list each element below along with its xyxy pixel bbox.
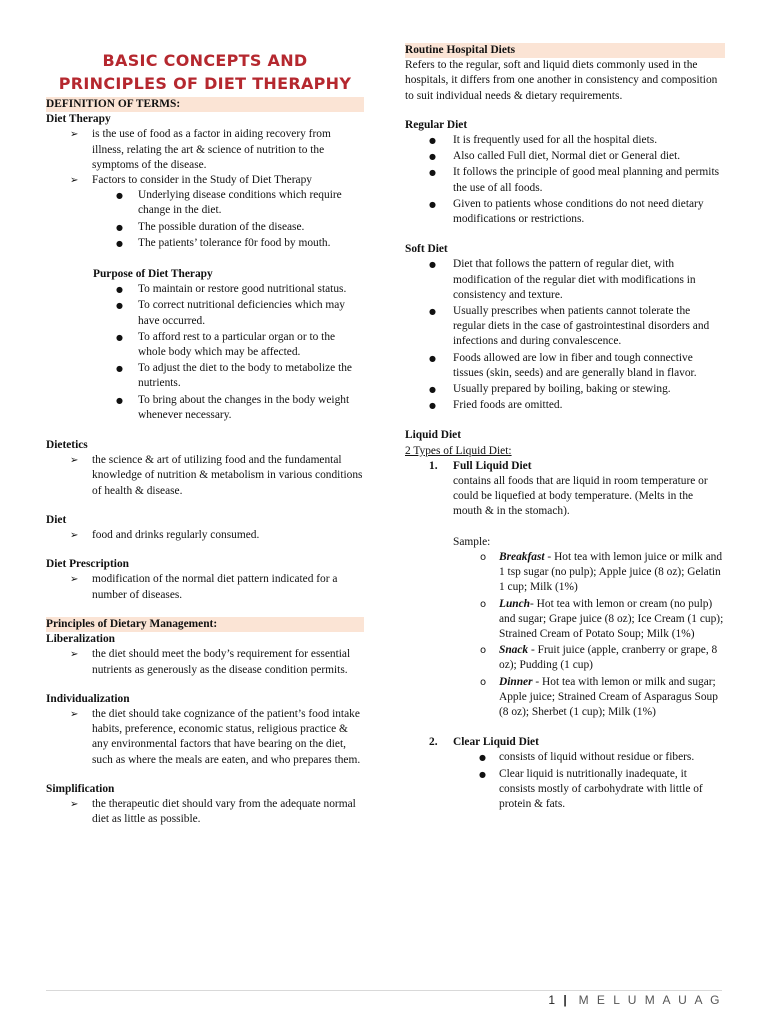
sample-label: Sample:: [453, 535, 491, 548]
term-individualization: Individualization: [46, 692, 130, 705]
list-item: ● Clear liquid is nutritionally inadequate, it consists mostly of carbohydrate with little of protein & fats.: [453, 767, 725, 813]
soft-diet-list: [405, 257, 725, 413]
purpose-item: ● To afford rest to a particular organ or to the whole body which may be affected.: [92, 330, 364, 360]
clear-liquid-title: Clear Liquid Diet: [453, 736, 539, 749]
clear-liquid-list: [453, 750, 725, 812]
meal-item: [453, 597, 725, 643]
list-item: ● Fried foods are omitted.: [405, 398, 725, 413]
diet-def: ➢ food and drinks regularly consumed.: [46, 528, 364, 543]
simplification-list: [46, 797, 364, 827]
list-item: ● Usually prepared by boiling, baking or stewing.: [405, 382, 725, 397]
meal-item: [453, 675, 725, 721]
factor-item: ● The possible duration of the disease.: [92, 220, 364, 235]
simplification-def: ➢ the therapeutic diet should vary from the adequate normal diet as little as possible.: [46, 797, 364, 827]
meal-name: Lunch: [499, 597, 531, 610]
liberalization-def: ➢ the diet should meet the body’s requirement for essential nutrients as generously as the disease condition permits.: [46, 647, 364, 677]
routine-header: Routine Hospital Diets: [405, 43, 725, 58]
list-item: ● It is frequently used for all the hospital diets.: [405, 133, 725, 148]
liberalization-list: [46, 647, 364, 677]
definition-header: DEFINITION OF TERMS:: [46, 97, 364, 112]
diet-therapy-def: ➢ is the use of food as a factor in aiding recovery from illness, relating the art & science of nutrition to the symptoms of the disease.: [46, 127, 364, 173]
footer-separator: |: [563, 993, 567, 1007]
principles-header: Principles of Dietary Management:: [46, 617, 364, 632]
factor-item: ● Underlying disease conditions which require change in the diet.: [92, 188, 364, 218]
clear-liquid-number: 2.: [429, 736, 438, 749]
meal-text: - Fruit juice (apple, cranberry or grape, 8 oz); Pudding (1 cup): [499, 644, 718, 672]
diet-list: [46, 528, 364, 543]
meal-name: Breakfast: [499, 550, 545, 563]
left-column: [46, 0, 364, 827]
soft-diet-title: Soft Diet: [405, 243, 448, 256]
purpose-item: ● To bring about the changes in the body weight whenever necessary.: [92, 393, 364, 423]
regular-diet-title: Regular Diet: [405, 118, 468, 131]
page-footer: [548, 993, 722, 1008]
meal-item: [453, 550, 725, 596]
term-diet-therapy: Diet Therapy: [46, 113, 111, 126]
liquid-diet-title: Liquid Diet: [405, 429, 462, 442]
list-item: ● Given to patients whose conditions do not need dietary modifications or restrictions.: [405, 197, 725, 227]
meal-item: [453, 643, 725, 673]
right-column: [405, 0, 725, 813]
list-item: ● Foods allowed are low in fiber and tough connective tissues (skin, seeds) and are generally bland in flavor.: [405, 351, 725, 381]
routine-text: Refers to the regular, soft and liquid diets commonly used in the hospitals, it differs from one another in consistency and composition to suit individual needs & dietary requirements.: [405, 59, 718, 102]
list-item: ● Diet that follows the pattern of regular diet, with modification of the regular diet with modifications in consistency and texture.: [405, 257, 725, 303]
list-item: ● consists of liquid without residue or fibers.: [453, 750, 725, 765]
meal-name: Snack: [499, 644, 529, 657]
purpose-item: ● To adjust the diet to the body to metabolize the nutrients.: [92, 361, 364, 391]
document-title: [46, 49, 364, 95]
factor-item: ● The patients’ tolerance f0r food by mouth.: [92, 236, 364, 251]
list-item: ● Also called Full diet, Normal diet or General diet.: [405, 149, 725, 164]
footer-divider: [46, 990, 722, 991]
meal-name: Dinner: [499, 675, 533, 688]
term-diet-prescription: Diet Prescription: [46, 558, 129, 571]
term-simplification: Simplification: [46, 782, 115, 795]
clear-liquid-heading: [405, 735, 725, 750]
purpose-item: ● To maintain or restore good nutritional status.: [92, 282, 364, 297]
meal-text: - Hot tea with lemon juice or milk and 1 tsp sugar (no pulp); Apple juice (8 oz); Gelatin 1 cup; Milk (1%): [499, 550, 723, 594]
meal-text: - Hot tea with lemon or milk and sugar; Apple juice; Strained Cream of Asparagus Soup (8 oz); Sherbet (1 cup); Milk (1%): [499, 675, 718, 718]
title-line-1: BASIC CONCEPTS AND: [102, 51, 308, 70]
sample-meals-list: [453, 550, 725, 720]
term-diet: Diet: [46, 513, 67, 526]
factors-list: [92, 188, 364, 251]
footer-author: M E L U M A U A G: [578, 993, 722, 1007]
purpose-item: ● To correct nutritional deficiencies which may have occurred.: [92, 298, 364, 328]
list-item: ● Usually prescribes when patients cannot tolerate the regular diets in the case of gastrointestinal disorders and infections and during convalescence.: [405, 304, 725, 350]
dietetics-def: ➢ the science & art of utilizing food and the fundamental knowledge of nutrition & metabolism in various conditions of health & disease.: [46, 453, 364, 499]
term-dietetics: Dietetics: [46, 439, 88, 452]
diet-therapy-factors: ➢ Factors to consider in the Study of Diet Therapy: [46, 173, 364, 188]
full-liquid-title: Full Liquid Diet: [453, 459, 532, 472]
full-liquid-heading: [405, 459, 725, 474]
purpose-title: Purpose of Diet Therapy: [93, 268, 213, 281]
purpose-list: [92, 282, 364, 423]
term-liberalization: Liberalization: [46, 633, 115, 646]
title-line-2: PRINCIPLES OF DIET THERAPHY: [58, 74, 352, 93]
regular-diet-list: [405, 133, 725, 227]
dietetics-list: [46, 453, 364, 499]
full-liquid-number: 1.: [429, 459, 438, 472]
meal-text: - Hot tea with lemon or cream (no pulp) and sugar; Grape juice (8 oz); Ice Cream (1 cup); Strained Cream of Potato Soup; Milk (1%): [499, 597, 724, 640]
diet-prescription-def: ➢ modification of the normal diet pattern indicated for a number of diseases.: [46, 572, 364, 602]
page-number: 1: [548, 993, 558, 1007]
diet-prescription-list: [46, 572, 364, 602]
full-liquid-desc: contains all foods that are liquid in room temperature or could be liquefied at body temperature. (Melts in the mouth & in the stomach).: [453, 475, 708, 518]
list-item: ● It follows the principle of good meal planning and permits the use of all foods.: [405, 165, 725, 195]
individualization-def: ➢ the diet should take cognizance of the patient’s food intake habits, preference, economic status, religious practice & any environmental factors that have bearing on the diet, such as where the meals are eaten, and who prepares them.: [46, 707, 364, 768]
diet-therapy-list: [46, 127, 364, 188]
liquid-diet-subtitle: 2 Types of Liquid Diet:: [405, 444, 512, 457]
individualization-list: [46, 707, 364, 768]
